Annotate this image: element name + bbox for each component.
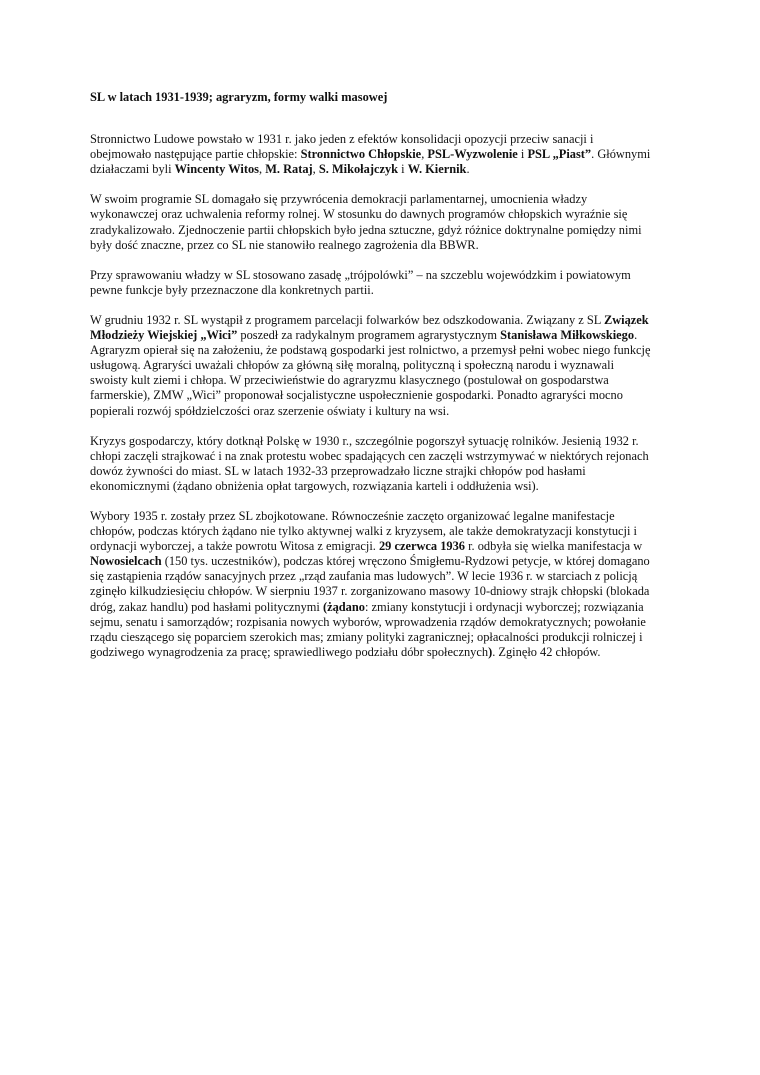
text-run: dowóz żywności do miast. SL w latach 1932-33 przeprowadzało liczne strajki chłopów pod hasłami (90, 463, 586, 478)
text-run: farmerskie), ZMW „Wici” proponował socjalistyczne uspołecznienie gospodarki. Ponadto agraryści mocno (90, 388, 623, 403)
text-line (90, 283, 675, 298)
bold-text: Stronnictwo Chłopskie (300, 147, 422, 162)
text-line (90, 192, 675, 207)
bold-text: W. Kiernik (407, 162, 467, 177)
text-run: . (634, 328, 638, 343)
document-page (90, 90, 675, 675)
text-run: Wybory 1935 r. zostały przez SL zbojkotowane. Równocześnie zaczęto organizować legalne manifestacje (90, 508, 615, 523)
text-run: wykonawczej oraz uchwalenia reformy rolnej. W stosunku do dawnych programów chłopskich wyraźnie się (90, 207, 628, 222)
text-run: W grudniu 1932 r. SL wystąpił z programem parcelacji folwarków bez odszkodowania. Związany z SL (90, 312, 604, 327)
text-run: zradykalizowało. Zjednoczenie partii chłopskich było jedna sztuczne, gdyż różnice doktrynalne pomiędzy nimi (90, 222, 642, 237)
text-line (90, 388, 675, 403)
text-run: zginęło kilkudziesięciu chłopów. W sierpniu 1937 r. zorganizowano masowy 10-dniowy strajk chłopski (blokada (90, 584, 650, 599)
text-run: się zastąpienia rządów sanacyjnych przez „rząd zaufania mas ludowych”. W lecie 1936 r. w starciach z policją (90, 569, 638, 584)
text-run: i (517, 147, 528, 162)
paragraph-3 (90, 268, 675, 298)
bold-text: Wincenty Witos (174, 162, 259, 177)
text-run: były dość znaczne, przez co SL nie stanowiło realnego zagrożenia dla BBWR. (90, 237, 479, 252)
paragraph-6 (90, 509, 675, 660)
text-run: i (398, 162, 408, 177)
bold-text: PSL „Piast” (527, 147, 592, 162)
text-run: sejmu, senatu i samorządów; rozpisania nowych wyborów, wprowadzenia rządów demokratycznych; powołanie (90, 614, 646, 629)
text-line (90, 479, 675, 494)
text-line (90, 539, 675, 554)
text-run: . Zginęło 42 chłopów. (492, 644, 601, 659)
text-line (90, 584, 675, 599)
text-run: dróg, zakaz handlu) pod hasłami politycznymi (90, 599, 323, 614)
text-line (90, 313, 675, 328)
bold-text: 29 czerwca 1936 (378, 539, 465, 554)
text-run: popierali rozwój spółdzielczości oraz szerzenie oświaty i kultury na wsi. (90, 403, 450, 418)
text-line (90, 645, 675, 660)
paragraph-2 (90, 192, 675, 252)
text-line (90, 554, 675, 569)
bold-text: Młodzieży Wiejskiej „Wici” (90, 328, 238, 343)
paragraph-5 (90, 434, 675, 494)
text-line (90, 509, 675, 524)
text-line (90, 434, 675, 449)
text-line (90, 569, 675, 584)
text-run: działaczami byli (90, 162, 175, 177)
document-body (90, 132, 675, 660)
text-line (90, 373, 675, 388)
text-run: chłopi zaczęli strajkować i na znak protestu wobec spadających cen zaczęli wstrzymywać w niektórych rejonach (90, 448, 649, 463)
text-run: Kryzys gospodarczy, który dotknął Polskę w 1930 r., szczególnie pogorszył sytuację rolników. Jesienią 1932 r. (90, 433, 639, 448)
text-run: obejmowało następujące partie chłopskie: (90, 147, 301, 162)
text-run: godziwego wynagrodzenia za pracę; sprawiedliwego podziału dóbr społecznych (90, 644, 489, 659)
text-run: Agraryzm opierał się na założeniu, że podstawą gospodarki jest rolnictwo, a przemysł pełni wobec niego funkcję (90, 343, 651, 358)
bold-text: ) (488, 644, 493, 659)
text-run: : zmiany konstytucji i ordynacji wyborczej; rozwiązania (364, 599, 644, 614)
text-line (90, 464, 675, 479)
text-line (90, 147, 675, 162)
text-run: , (258, 162, 266, 177)
text-run: rządu cieszącego się poparciem szerokich mas; zmiany polityki zagranicznej; opłacalności produkcji rolniczej i (90, 629, 643, 644)
text-run: swoisty kult ziemi i chłopa. W przeciwieństwie do agraryzmu klasycznego (postulował on gospodarstwa (90, 373, 609, 388)
text-run: ordynacji wyborczej, a także powrotu Witosa z emigracji. (90, 539, 379, 554)
text-run: Stronnictwo Ludowe powstało w 1931 r. jako jeden z efektów konsolidacji opozycji przeciw sanacji i (90, 132, 594, 147)
text-line (90, 223, 675, 238)
text-line (90, 328, 675, 343)
text-run: pewne funkcje były przeznaczone dla konkretnych partii. (90, 282, 374, 297)
document-title: SL w latach 1931-1939; agraryzm, formy walki masowej (90, 90, 388, 104)
text-line (90, 630, 675, 645)
text-line (90, 358, 675, 373)
bold-text: S. Mikołajczyk (318, 162, 399, 177)
text-line (90, 615, 675, 630)
text-line (90, 449, 675, 464)
bold-text: Związek (603, 312, 649, 327)
text-run: usługową. Agraryści uważali chłopów za główną siłę moralną, polityczną i społeczną narodu i wyznawali (90, 358, 615, 373)
text-line (90, 524, 675, 539)
bold-text: Nowosielcach (90, 554, 162, 569)
text-line (90, 132, 675, 147)
bold-text: PSL-Wyzwolenie (427, 147, 518, 162)
text-run: , (421, 147, 428, 162)
text-line (90, 404, 675, 419)
text-line (90, 207, 675, 222)
text-run: ekonomicznymi (żądano obniżenia opłat targowych, rozwiązania karteli i oddłużenia wsi). (90, 478, 539, 493)
text-run: (150 tys. uczestników), podczas której wręczono Śmigłemu-Rydzowi petycje, w której domagano (161, 554, 650, 569)
paragraph-1 (90, 132, 675, 177)
text-line (90, 238, 675, 253)
text-run: chłopów, podczas których żądano nie tylko aktywnej walki z kryzysem, ale także demokratyzacji konstytucji i (90, 524, 637, 539)
text-run: Przy sprawowaniu władzy w SL stosowano zasadę „trójpolówki” – na szczeblu wojewódzkim i powiatowym (90, 267, 631, 282)
text-run: . (466, 162, 470, 177)
text-run: r. odbyła się wielka manifestacja w (464, 539, 643, 554)
text-line (90, 162, 675, 177)
bold-text: M. Rataj (265, 162, 313, 177)
text-line (90, 268, 675, 283)
text-line (90, 343, 675, 358)
text-run: W swoim programie SL domagało się przywrócenia demokracji parlamentarnej, umocnienia władzy (90, 192, 588, 207)
paragraph-4 (90, 313, 675, 419)
text-run: poszedł za radykalnym programem agrarystycznym (237, 328, 501, 343)
bold-text: Stanisława Miłkowskiego (500, 328, 635, 343)
text-run: . Głównymi (591, 147, 651, 162)
text-run: , (312, 162, 319, 177)
text-line (90, 600, 675, 615)
bold-text: (żądano (322, 599, 365, 614)
